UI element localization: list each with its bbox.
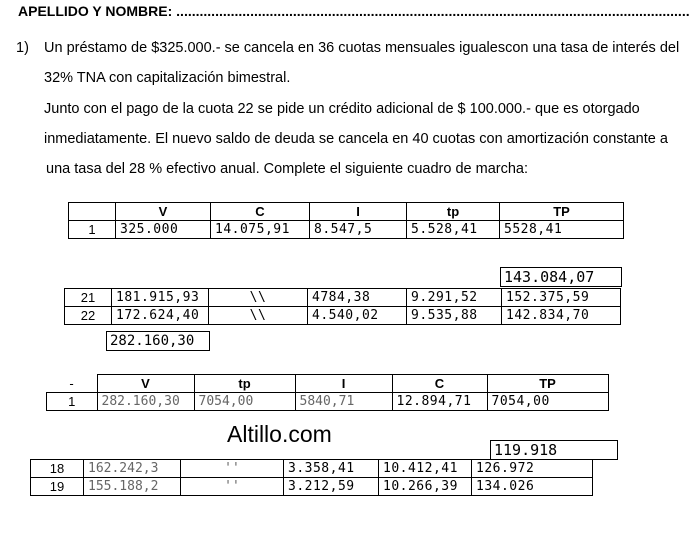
t4-r1-c4: 10.266,39 (379, 478, 472, 496)
t2-r1-c4: 9.535,88 (407, 307, 502, 325)
t1-c3: 8.547,5 (310, 221, 407, 239)
t2-r0-c0: 21 (65, 289, 112, 307)
t3-h5: TP (487, 375, 608, 393)
t4-r0-c3: 3.358,41 (284, 460, 379, 478)
table-row (47, 393, 609, 411)
t1-c4: 5.528,41 (407, 221, 500, 239)
t1-c1: 325.000 (116, 221, 211, 239)
table-3 (46, 374, 609, 411)
t3-c2: 7054,00 (194, 393, 295, 411)
question-line-2: 32% TNA con capitalización bimestral. (44, 70, 291, 86)
t2-r1-c1: 172.624,40 (112, 307, 209, 325)
t1-c0: 1 (69, 221, 116, 239)
t4-r0-c0: 18 (31, 460, 84, 478)
t4-tp-box: 119.918 (490, 440, 618, 460)
table-row (31, 478, 593, 496)
t4-r0-c2: '' (181, 460, 284, 478)
t1-c5: 5528,41 (500, 221, 624, 239)
table-1 (68, 202, 624, 239)
table-3-header (47, 375, 609, 393)
table-1-header (69, 203, 624, 221)
table-row (65, 289, 621, 307)
question-number: 1) (16, 40, 29, 56)
t2-v-box: 282.160,30 (106, 331, 210, 351)
t3-c0: 1 (47, 393, 98, 411)
t4-r0-c4: 10.412,41 (379, 460, 472, 478)
table-row (65, 307, 621, 325)
t4-r0-c1: 162.242,3 (84, 460, 181, 478)
t2-r0-c5: 152.375,59 (502, 289, 621, 307)
table-2 (64, 288, 621, 325)
t3-h4: C (392, 375, 487, 393)
t2-r1-c3: 4.540,02 (308, 307, 407, 325)
t4-r1-c2: '' (181, 478, 284, 496)
table-4 (30, 459, 593, 496)
t3-c5: 7054,00 (487, 393, 608, 411)
question-line-1: Un préstamo de $325.000.- se cancela en 36 cuotas mensuales igualescon una tasa de interés del (44, 40, 680, 56)
t3-h1: V (97, 375, 194, 393)
t4-r1-c0: 19 (31, 478, 84, 496)
watermark-text: Altillo.com (227, 421, 332, 447)
t4-r0-c5: 126.972 (472, 460, 593, 478)
t3-h2: tp (194, 375, 295, 393)
t4-r1-c3: 3.212,59 (284, 478, 379, 496)
t4-r1-c5: 134.026 (472, 478, 593, 496)
name-field-label (18, 3, 690, 19)
t1-h5: TP (500, 203, 624, 221)
name-label: APELLIDO Y NOMBRE: (18, 3, 173, 19)
t2-r1-c5: 142.834,70 (502, 307, 621, 325)
name-dots: .................................................................................................................................... (176, 3, 690, 19)
t1-h4: tp (407, 203, 500, 221)
t1-c2: 14.075,91 (211, 221, 310, 239)
t2-tp-box: 143.084,07 (500, 267, 622, 287)
table-row (31, 460, 593, 478)
t3-c4: 12.894,71 (392, 393, 487, 411)
t3-c1: 282.160,30 (97, 393, 194, 411)
t1-h3: I (310, 203, 407, 221)
t4-r1-c1: 155.188,2 (84, 478, 181, 496)
question-line-5: una tasa del 28 % efectivo anual. Complete el siguiente cuadro de marcha: (46, 161, 529, 177)
t2-r0-c3: 4784,38 (308, 289, 407, 307)
t3-h0: - (47, 375, 98, 393)
table-row (69, 221, 624, 239)
t2-r1-c0: 22 (65, 307, 112, 325)
t3-c3: 5840,71 (295, 393, 392, 411)
question-line-4: inmediatamente. El nuevo saldo de deuda se cancela en 40 cuotas con amortización constante a (44, 131, 668, 147)
t2-r0-c2: \\ (209, 289, 308, 307)
t1-h1: V (116, 203, 211, 221)
t2-r0-c4: 9.291,52 (407, 289, 502, 307)
t3-h3: I (295, 375, 392, 393)
t1-h2: C (211, 203, 310, 221)
t2-r1-c2: \\ (209, 307, 308, 325)
t2-r0-c1: 181.915,93 (112, 289, 209, 307)
t1-h0 (69, 203, 116, 221)
question-line-3: Junto con el pago de la cuota 22 se pide un crédito adicional de $ 100.000.- que es otorgado (44, 101, 640, 117)
